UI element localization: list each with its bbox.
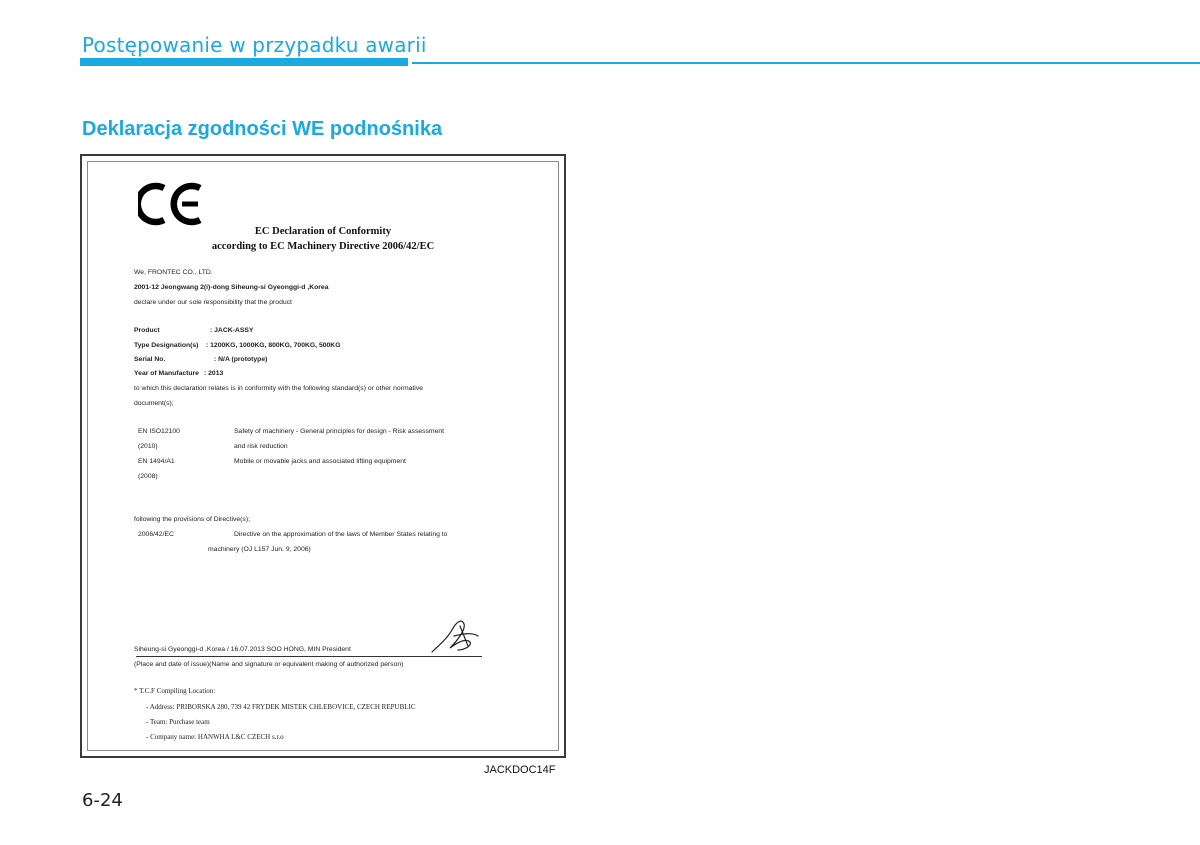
year-label: Year of Manufacture bbox=[134, 370, 199, 377]
year-value: : 2013 bbox=[204, 370, 224, 377]
header-bar-thick bbox=[80, 58, 408, 66]
signature-mark bbox=[428, 616, 482, 658]
header-bar-thin bbox=[412, 62, 1200, 64]
tcf-heading: * T.C.F Compiling Location: bbox=[134, 687, 216, 695]
header-title: Postępowanie w przypadku awarii bbox=[82, 33, 427, 57]
standard-code: EN 1494/A1 bbox=[138, 458, 175, 465]
product-label: Product bbox=[134, 327, 160, 334]
standard-desc: Safety of machinery - General principles for design - Risk assessment bbox=[234, 428, 445, 435]
directive-code: 2006/42/EC bbox=[138, 531, 174, 538]
tcf-company: - Company name: HANWHA L&C CZECH s.r.o bbox=[146, 733, 284, 741]
document-inner-border bbox=[87, 161, 559, 751]
conformity-line2: document(s); bbox=[134, 400, 174, 407]
image-code: JACKDOC14F bbox=[484, 764, 556, 776]
standard-year: (2008) bbox=[138, 473, 158, 480]
standard-year: (2010) bbox=[138, 443, 158, 450]
declaration-title-line2: according to EC Machinery Directive 2006/42/EC bbox=[211, 241, 435, 252]
declaration-document bbox=[80, 154, 566, 758]
declaration-title-line1: EC Declaration of Conformity bbox=[254, 226, 392, 237]
signature-caption: (Place and date of issue)(Name and signature or equivalent making of authorized person) bbox=[134, 661, 404, 668]
tcf-team: - Team: Purchase team bbox=[146, 718, 210, 726]
declare-line: declare under our sole responsibility that the product bbox=[134, 299, 292, 306]
page-number: 6-24 bbox=[82, 790, 123, 811]
address-line: 2001-12 Jeongwang 2(i)-dong Siheung-si Gyeonggi-d ,Korea bbox=[134, 284, 329, 291]
provisions-intro: following the provisions of Directive(s); bbox=[134, 516, 250, 523]
ce-mark-icon bbox=[138, 180, 204, 228]
directive-desc: machinery (OJ L157 Jun. 9, 2006) bbox=[208, 546, 311, 553]
type-designation-label: Type Designation(s) bbox=[134, 342, 199, 349]
serial-value: : N/A (prototype) bbox=[214, 356, 268, 363]
standard-code: EN ISO12100 bbox=[138, 428, 180, 435]
directive-desc: Directive on the approximation of the laws of Member States relating to bbox=[234, 531, 448, 538]
signature-line: Siheung-si Gyeonggi-d ,Korea / 16.07.2013 SOO HONG, MIN President bbox=[134, 646, 351, 653]
conformity-line1: to which this declaration relates is in conformity with the following standard(s) or other normative bbox=[134, 385, 423, 392]
standard-desc: and risk reduction bbox=[234, 443, 288, 450]
standard-desc: Mobile or movable jacks and associated lifting equipment bbox=[234, 458, 406, 465]
section-heading: Deklaracja zgodności WE podnośnika bbox=[82, 118, 443, 140]
manufacturer-line: We, FRONTEC CO., LTD. bbox=[134, 269, 213, 276]
serial-label: Serial No. bbox=[134, 356, 166, 363]
product-value: : JACK-ASSY bbox=[210, 327, 254, 334]
signature-underline bbox=[136, 656, 482, 657]
tcf-address: - Address: PRIBORSKA 280, 739 42 FRYDEK MISTEK CHLEBOVICE, CZECH REPUBLIC bbox=[146, 703, 416, 711]
type-designation-value: : 1200KG, 1000KG, 800KG, 700KG, 500KG bbox=[206, 342, 341, 349]
